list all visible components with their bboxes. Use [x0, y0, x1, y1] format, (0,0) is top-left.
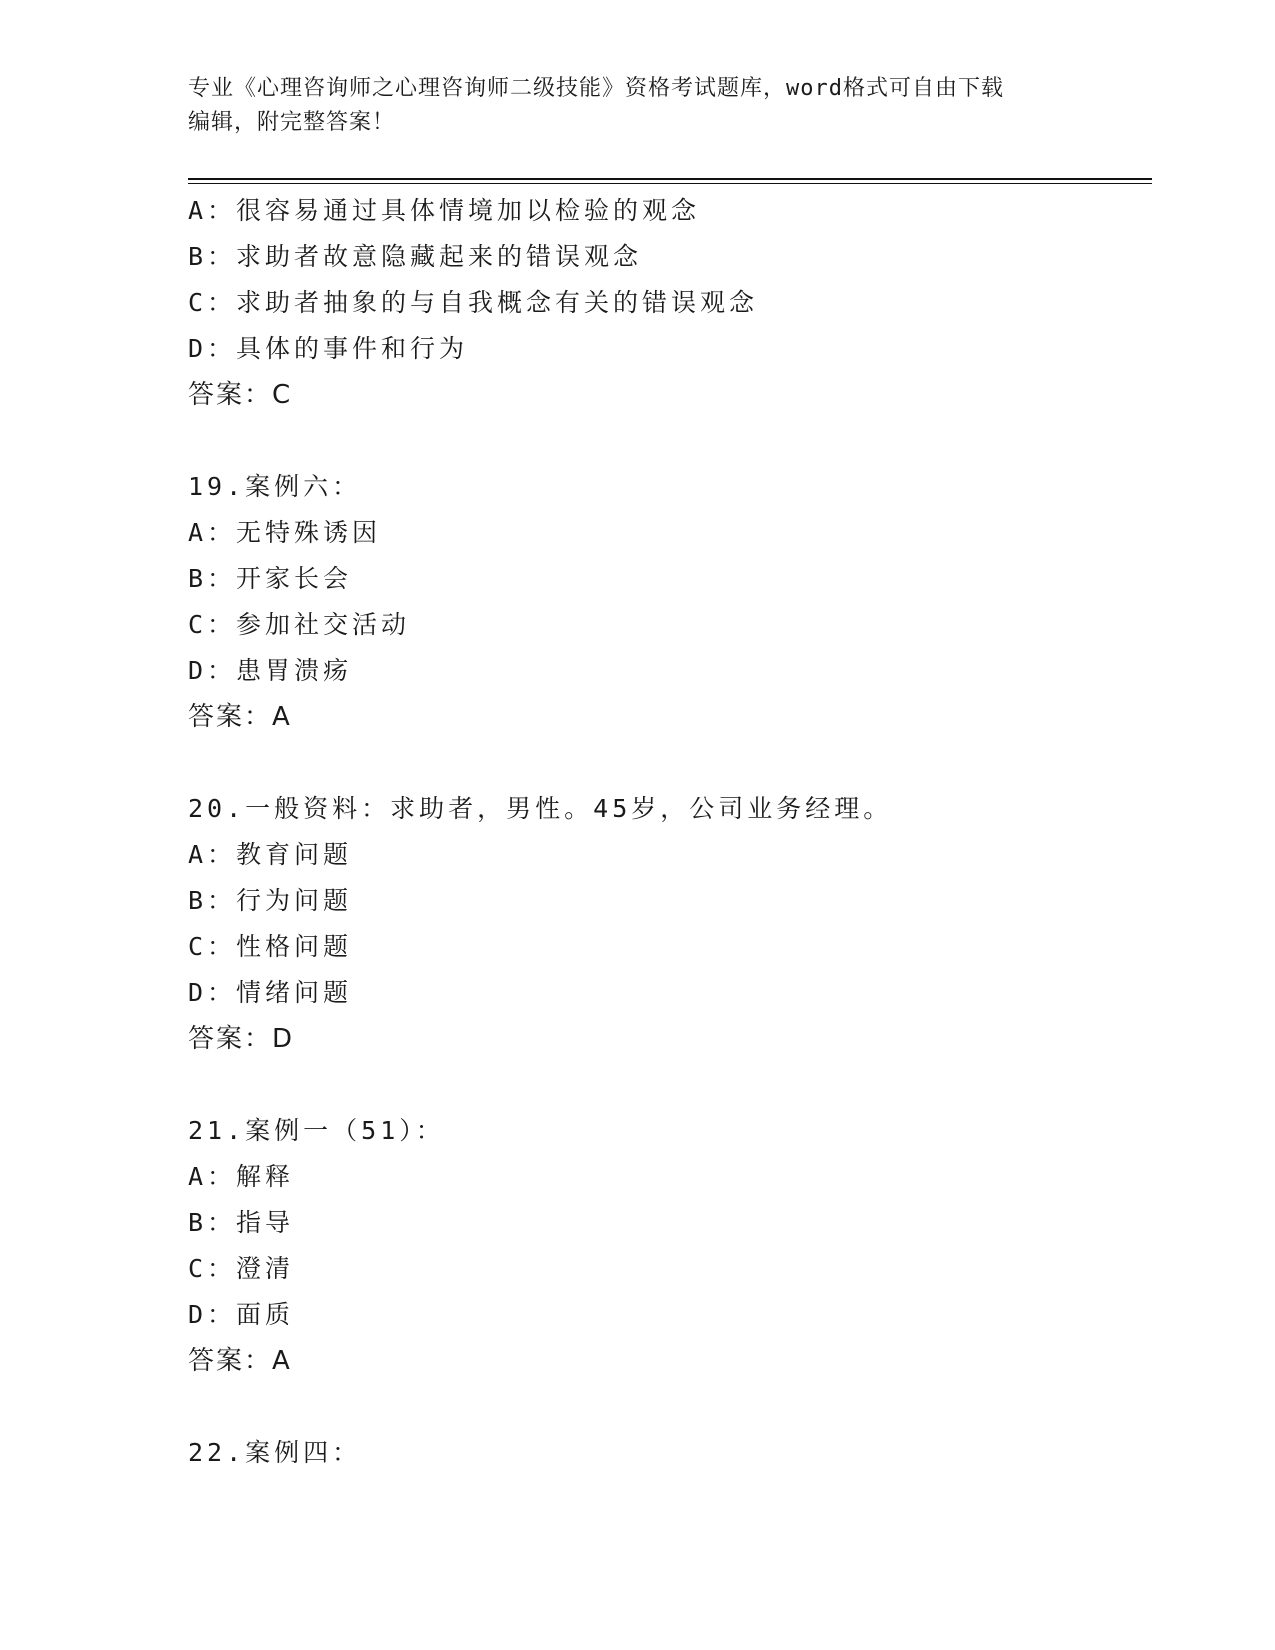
option-b: B：求助者故意隐藏起来的错误观念: [188, 242, 643, 271]
question-block-21: [188, 1108, 1148, 1384]
option-a: A：无特殊诱因: [188, 518, 382, 547]
header-line-2: 编辑，附完整答案！: [188, 110, 396, 135]
question-title: 22.案例四：: [188, 1438, 362, 1467]
option-b: B：指导: [188, 1208, 295, 1237]
option-d: D：具体的事件和行为: [188, 334, 469, 363]
option-b: B：开家长会: [188, 564, 353, 593]
question-title: 20.一般资料：求助者，男性。45岁，公司业务经理。: [188, 794, 893, 823]
header-divider-thick: [188, 178, 1152, 180]
option-c: C：性格问题: [188, 932, 353, 961]
header-divider-thin: [188, 183, 1152, 184]
answer-label: 答案：C: [188, 380, 293, 410]
answer-label: 答案：A: [188, 1346, 292, 1376]
answer-label: 答案：D: [188, 1024, 295, 1054]
option-a: A：解释: [188, 1162, 295, 1191]
option-a: A：很容易通过具体情境加以检验的观念: [188, 196, 701, 225]
document-header: [188, 72, 1088, 140]
answer-label: 答案：A: [188, 702, 292, 732]
option-c: C：澄清: [188, 1254, 295, 1283]
option-b: B：行为问题: [188, 886, 353, 915]
question-block-20: [188, 786, 1148, 1062]
option-a: A：教育问题: [188, 840, 353, 869]
option-c: C：参加社交活动: [188, 610, 411, 639]
option-c: C：求助者抽象的与自我概念有关的错误观念: [188, 288, 759, 317]
option-d: D：面质: [188, 1300, 295, 1329]
question-block-19: [188, 464, 1148, 740]
question-block-18: [188, 188, 1148, 418]
option-d: D：患胃溃疡: [188, 656, 353, 685]
question-title: 19.案例六：: [188, 472, 362, 501]
question-list: [188, 188, 1148, 1476]
question-title: 21.案例一（51）：: [188, 1116, 445, 1145]
option-d: D：情绪问题: [188, 978, 353, 1007]
question-block-22: [188, 1430, 1148, 1476]
header-line-1: 专业《心理咨询师之心理咨询师二级技能》资格考试题库，word格式可自由下载: [188, 76, 1004, 101]
